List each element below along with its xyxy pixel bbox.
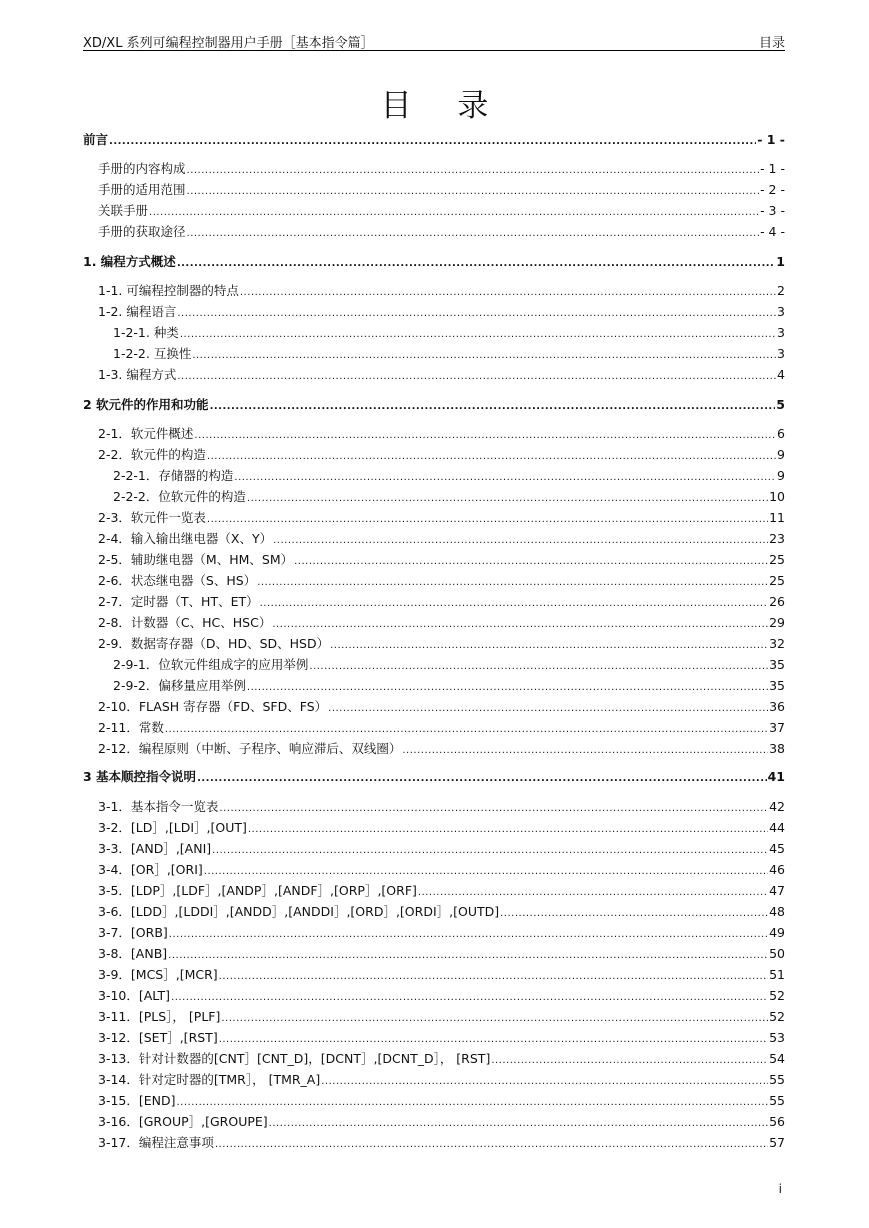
toc-entry-label: 关联手册 xyxy=(98,203,149,218)
toc-entry[interactable] xyxy=(83,839,785,859)
toc-leader-dots xyxy=(418,883,768,903)
toc-entry-page: 1 xyxy=(776,254,785,269)
toc-entry-page: 42 xyxy=(769,799,785,814)
toc-entry-page: 3 xyxy=(777,304,785,319)
toc-entry-label: 1. 编程方式概述 xyxy=(83,254,176,269)
toc-entry-page: 11 xyxy=(769,510,785,525)
toc-entry[interactable] xyxy=(83,1133,785,1153)
toc-leader-dots xyxy=(219,967,768,987)
toc-entry-label: 2-2-2．位软元件的构造 xyxy=(113,489,246,504)
toc-entry-page: 44 xyxy=(769,820,785,835)
toc-entry-label: 手册的获取途径 xyxy=(98,224,186,239)
header-title: XD/XL 系列可编程控制器用户手册［基本指令篇］ xyxy=(83,36,374,51)
toc-leader-dots xyxy=(177,367,776,387)
toc-entry-label: 2-1．软元件概述 xyxy=(98,426,194,441)
toc-entry-page: 49 xyxy=(769,925,785,940)
toc-entry[interactable] xyxy=(83,1028,785,1048)
toc-leader-dots xyxy=(165,720,768,740)
toc-entry-page: 32 xyxy=(769,636,785,651)
toc-entry[interactable] xyxy=(83,344,785,364)
toc-entry-label: 3-15．[END] xyxy=(98,1093,176,1108)
toc-entry[interactable] xyxy=(83,655,785,675)
toc-entry-label: 2 软元件的作用和功能 xyxy=(83,397,209,412)
toc-leader-dots xyxy=(192,346,776,366)
toc-entry-label: 3-13．针对计数器的[CNT］[CNT_D]，[DCNT］,[DCNT_D］， [RST] xyxy=(98,1051,491,1066)
toc-entry-label: 2-2．软元件的构造 xyxy=(98,447,206,462)
toc-entry[interactable] xyxy=(83,881,785,901)
toc-leader-dots xyxy=(273,531,768,551)
toc-entry-page: 9 xyxy=(777,447,785,462)
toc-entry[interactable] xyxy=(83,592,785,612)
toc-entry[interactable] xyxy=(83,445,785,465)
toc-leader-dots xyxy=(215,1135,768,1155)
toc-entry-page: 57 xyxy=(769,1135,785,1150)
toc-entry-page: 3 xyxy=(777,346,785,361)
toc-entry[interactable] xyxy=(83,923,785,943)
toc-entry[interactable] xyxy=(83,767,785,787)
toc-entry-page: 29 xyxy=(769,615,785,630)
toc-entry[interactable] xyxy=(83,508,785,528)
toc-entry-label: 3-3．[AND］,[ANI] xyxy=(98,841,212,856)
toc-entry[interactable] xyxy=(83,697,785,717)
toc-entry-label: 2-9．数据寄存器（D、HD、SD、HSD） xyxy=(98,636,330,651)
toc-entry-label: 2-4．输入输出继电器（X、Y） xyxy=(98,531,273,546)
toc-entry-label: 3-9．[MCS］,[MCR] xyxy=(98,967,218,982)
toc-entry[interactable] xyxy=(83,634,785,654)
toc-entry-label: 2-8．计数器（C、HC、HSC） xyxy=(98,615,272,630)
toc-leader-dots xyxy=(177,1093,769,1113)
toc-entry-label: 3-5．[LDP］,[LDF］,[ANDP］,[ANDF］,[ORP］,[ORF] xyxy=(98,883,417,898)
toc-entry[interactable] xyxy=(83,1007,785,1027)
page-number: i xyxy=(778,1182,782,1196)
toc-entry[interactable] xyxy=(83,281,785,301)
toc-entry-label: 1-2-1. 种类 xyxy=(113,325,179,340)
toc-entry-label: 3-1．基本指令一览表 xyxy=(98,799,219,814)
toc-entry[interactable] xyxy=(83,487,785,507)
toc-entry[interactable] xyxy=(83,613,785,633)
toc-leader-dots xyxy=(212,841,768,861)
toc-entry[interactable] xyxy=(83,1091,785,1111)
toc-entry-page: 4 xyxy=(777,367,785,382)
toc-leader-dots xyxy=(204,862,768,882)
toc-entry-label: 3-14．针对定时器的[TMR］， [TMR_A] xyxy=(98,1072,321,1087)
toc-entry-label: 1-1. 可编程控制器的特点 xyxy=(98,283,239,298)
toc-leader-dots xyxy=(234,468,776,488)
toc-entry-label: 2-12．编程原则（中断、子程序、响应滞后、双线圈） xyxy=(98,741,402,756)
toc-leader-dots xyxy=(247,489,768,509)
toc-entry-page: - 3 - xyxy=(760,203,785,218)
toc-entry-label: 2-6．状态继电器（S、HS） xyxy=(98,573,257,588)
toc-entry-label: 3-8．[ANB] xyxy=(98,946,168,961)
toc-entry-page: 53 xyxy=(769,1030,785,1045)
toc-entry[interactable] xyxy=(83,252,785,272)
toc-leader-dots xyxy=(197,769,767,789)
toc-leader-dots xyxy=(207,510,768,530)
toc-leader-dots xyxy=(309,657,768,677)
toc-entry[interactable] xyxy=(83,302,785,322)
toc-entry-page: 46 xyxy=(769,862,785,877)
toc-entry-page: 23 xyxy=(769,531,785,546)
toc-entry-page: - 1 - xyxy=(757,132,785,147)
toc-leader-dots xyxy=(194,426,776,446)
toc-entry-page: 54 xyxy=(769,1051,785,1066)
toc-entry-label: 手册的适用范围 xyxy=(98,182,186,197)
toc-entry-page: 37 xyxy=(769,720,785,735)
toc-leader-dots xyxy=(402,741,768,761)
toc-entry-page: - 1 - xyxy=(760,161,785,176)
page-title: 目 录 xyxy=(380,88,507,124)
toc-entry-page: 36 xyxy=(769,699,785,714)
toc-entry-page: 3 xyxy=(777,325,785,340)
toc-entry-label: 2-2-1．存储器的构造 xyxy=(113,468,234,483)
toc-leader-dots xyxy=(272,615,768,635)
toc-leader-dots xyxy=(187,161,760,181)
toc-entry-page: 55 xyxy=(769,1093,785,1108)
toc-entry-label: 前言 xyxy=(83,132,109,147)
toc-leader-dots xyxy=(247,678,768,698)
toc-leader-dots xyxy=(177,304,776,324)
toc-entry[interactable] xyxy=(83,818,785,838)
toc-entry[interactable] xyxy=(83,676,785,696)
toc-entry-page: 56 xyxy=(769,1114,785,1129)
toc-entry-page: 25 xyxy=(769,552,785,567)
toc-leader-dots xyxy=(294,552,768,572)
toc-entry-page: 47 xyxy=(769,883,785,898)
toc-entry[interactable] xyxy=(83,222,785,242)
toc-entry[interactable] xyxy=(83,180,785,200)
toc-entry[interactable] xyxy=(83,1049,785,1069)
toc-entry[interactable] xyxy=(83,902,785,922)
toc-leader-dots xyxy=(248,820,768,840)
toc-entry-label: 3 基本顺控指令说明 xyxy=(83,769,197,784)
toc-leader-dots xyxy=(187,224,760,244)
toc-entry[interactable] xyxy=(83,718,785,738)
toc-entry-page: 38 xyxy=(769,741,785,756)
toc-entry-page: 45 xyxy=(769,841,785,856)
toc-entry-label: 手册的内容构成 xyxy=(98,161,186,176)
toc-leader-dots xyxy=(221,1009,768,1029)
toc-leader-dots xyxy=(210,397,776,417)
toc-leader-dots xyxy=(500,904,768,924)
toc-leader-dots xyxy=(219,799,768,819)
toc-leader-dots xyxy=(168,946,768,966)
toc-entry-page: 52 xyxy=(769,988,785,1003)
toc-entry-label: 2-3．软元件一览表 xyxy=(98,510,206,525)
toc-entry-label: 2-9-1．位软元件组成字的应用举例 xyxy=(113,657,309,672)
toc-leader-dots xyxy=(180,325,776,345)
toc-entry[interactable] xyxy=(83,201,785,221)
toc-entry-page: 52 xyxy=(769,1009,785,1024)
toc-entry[interactable] xyxy=(83,365,785,385)
toc-entry-page: 35 xyxy=(769,657,785,672)
toc-entry-page: 50 xyxy=(769,946,785,961)
toc-entry[interactable] xyxy=(83,986,785,1006)
toc-entry[interactable] xyxy=(83,965,785,985)
toc-entry-label: 3-2．[LD］,[LDI］,[OUT] xyxy=(98,820,247,835)
toc-entry-label: 2-7．定时器（T、HT、ET） xyxy=(98,594,259,609)
toc-leader-dots xyxy=(207,447,776,467)
toc-entry-label: 2-10．FLASH 寄存器（FD、SFD、FS） xyxy=(98,699,328,714)
toc-entry-page: 6 xyxy=(777,426,785,441)
toc-entry[interactable] xyxy=(83,571,785,591)
toc-entry-page: 35 xyxy=(769,678,785,693)
toc-leader-dots xyxy=(169,925,768,945)
toc-entry[interactable] xyxy=(83,797,785,817)
toc-leader-dots xyxy=(219,1030,768,1050)
toc-leader-dots xyxy=(328,699,768,719)
toc-entry[interactable] xyxy=(83,466,785,486)
toc-entry-label: 3-4．[OR］,[ORI] xyxy=(98,862,203,877)
toc-leader-dots xyxy=(187,182,760,202)
toc-entry-page: 10 xyxy=(769,489,785,504)
toc-entry-page: 48 xyxy=(769,904,785,919)
toc-leader-dots xyxy=(240,283,776,303)
toc-entry[interactable] xyxy=(83,395,785,415)
toc-entry-page: 5 xyxy=(776,397,785,412)
toc-leader-dots xyxy=(177,254,775,274)
toc-entry[interactable] xyxy=(83,860,785,880)
toc-entry-label: 1-2. 编程语言 xyxy=(98,304,177,319)
toc-entry[interactable] xyxy=(83,323,785,343)
toc-entry-label: 2-5．辅助继电器（M、HM、SM） xyxy=(98,552,294,567)
toc-entry-label: 3-10．[ALT] xyxy=(98,988,171,1003)
toc-entry[interactable] xyxy=(83,130,785,150)
toc-entry-label: 3-16．[GROUP］,[GROUPE] xyxy=(98,1114,268,1129)
toc-entry-label: 2-11．常数 xyxy=(98,720,164,735)
toc-entry-page: 51 xyxy=(769,967,785,982)
toc-leader-dots xyxy=(330,636,768,656)
toc-entry-label: 3-12．[SET］,[RST] xyxy=(98,1030,218,1045)
header-section: 目录 xyxy=(758,36,785,51)
toc-leader-dots xyxy=(149,203,759,223)
toc-entry-label: 3-17．编程注意事项 xyxy=(98,1135,214,1150)
toc-leader-dots xyxy=(321,1072,768,1092)
toc-entry-page: 55 xyxy=(769,1072,785,1087)
toc-entry[interactable] xyxy=(83,739,785,759)
toc-leader-dots xyxy=(257,573,768,593)
toc-entry-label: 1-2-2. 互换性 xyxy=(113,346,192,361)
toc-entry[interactable] xyxy=(83,1112,785,1132)
toc-entry[interactable] xyxy=(83,550,785,570)
toc-entry[interactable] xyxy=(83,944,785,964)
toc-entry-page: 26 xyxy=(769,594,785,609)
toc-entry-page: 41 xyxy=(767,769,785,784)
toc-leader-dots xyxy=(171,988,768,1008)
toc-entry-label: 3-11．[PLS］， [PLF] xyxy=(98,1009,221,1024)
toc-entry-label: 3-6．[LDD］,[LDDI］,[ANDD］,[ANDDI］,[ORD］,[ORDI］,[OUTD] xyxy=(98,904,500,919)
toc-leader-dots xyxy=(491,1051,768,1071)
toc-entry-page: - 4 - xyxy=(760,224,785,239)
toc-entry-page: 25 xyxy=(769,573,785,588)
toc-entry[interactable] xyxy=(83,159,785,179)
page-header xyxy=(83,30,785,51)
toc-entry-label: 2-9-2．偏移量应用举例 xyxy=(113,678,246,693)
toc-entry-page: 9 xyxy=(777,468,785,483)
toc-entry[interactable] xyxy=(83,1070,785,1090)
toc-leader-dots xyxy=(109,132,756,152)
toc-entry[interactable] xyxy=(83,424,785,444)
toc-leader-dots xyxy=(269,1114,768,1134)
toc-entry-page: - 2 - xyxy=(760,182,785,197)
toc-leader-dots xyxy=(260,594,768,614)
toc-entry-label: 1-3. 编程方式 xyxy=(98,367,177,382)
toc-entry-page: 2 xyxy=(777,283,785,298)
toc-entry[interactable] xyxy=(83,529,785,549)
toc-entry-label: 3-7．[ORB] xyxy=(98,925,168,940)
